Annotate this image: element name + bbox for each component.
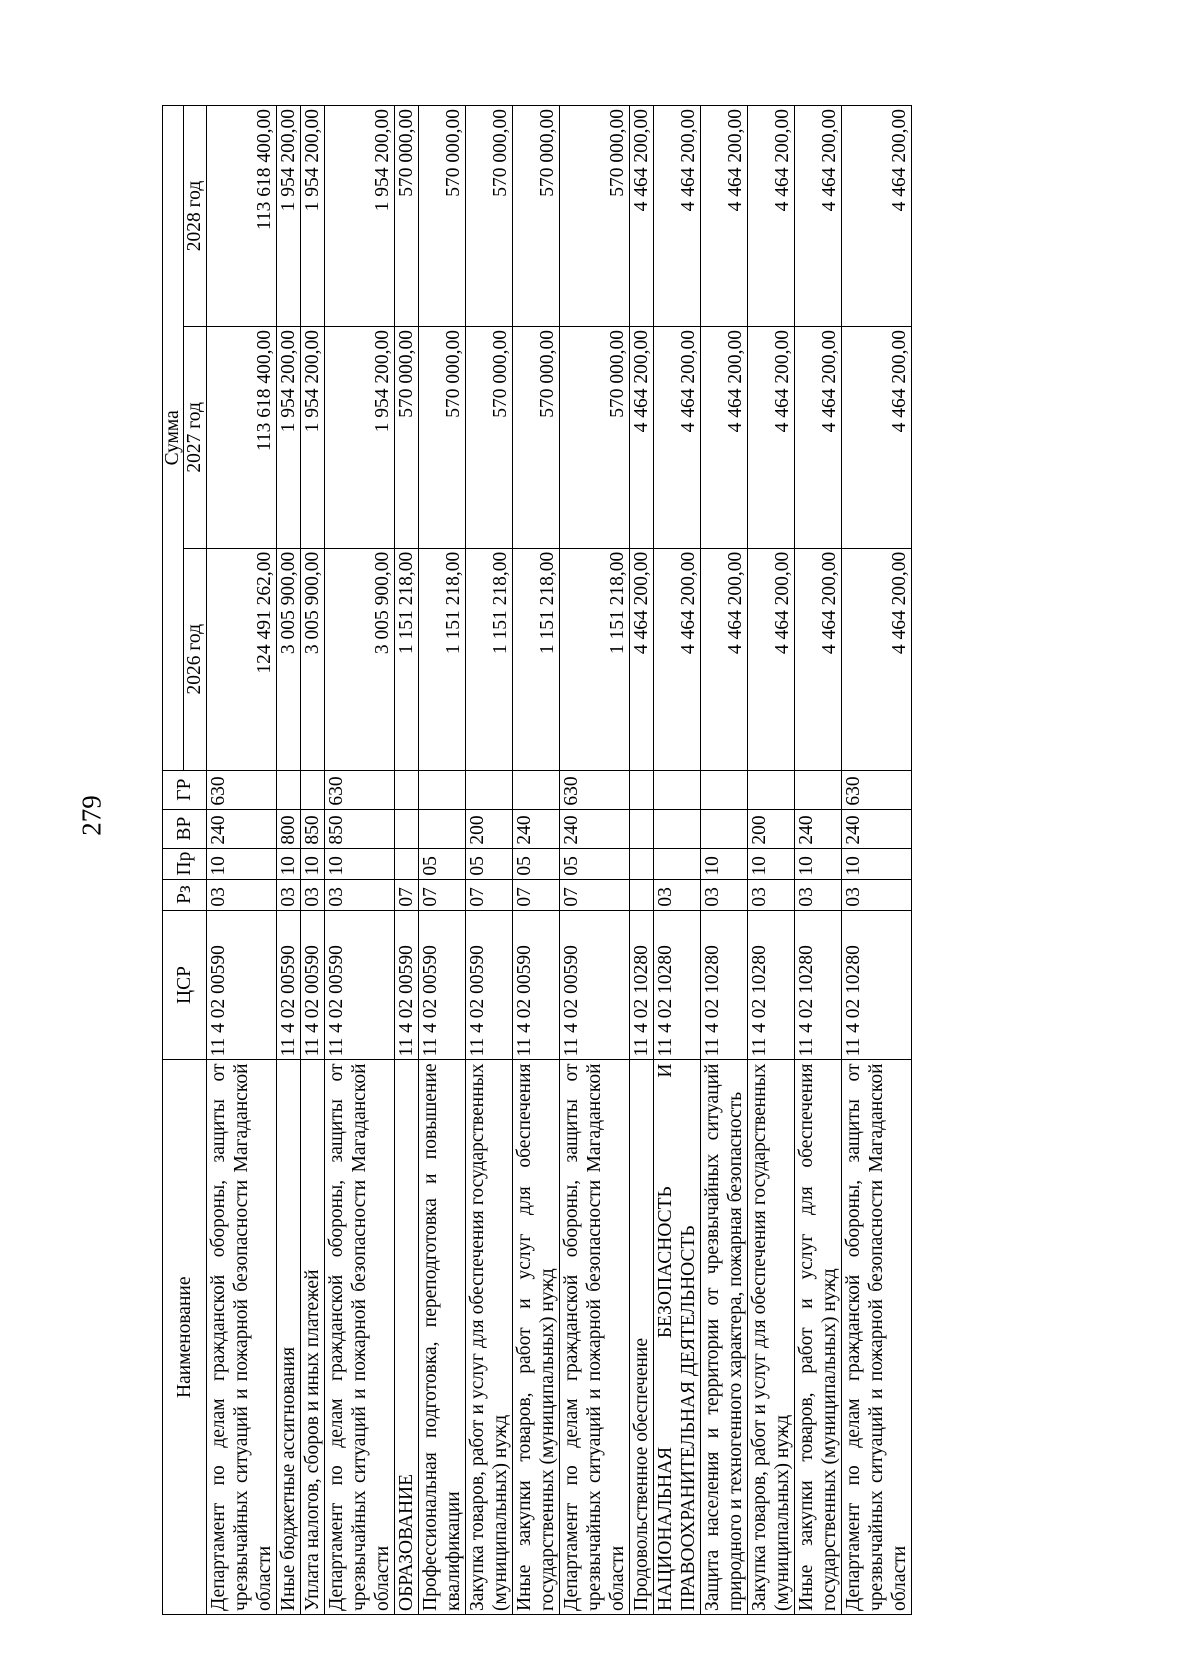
row-name: ОБРАЗОВАНИЕ: [395, 1060, 419, 1615]
row-csr: 11 4 02 00590: [277, 910, 301, 1060]
row-gr: [748, 770, 795, 809]
row-2028: 570 000,00: [560, 106, 630, 327]
row-gr: [795, 770, 842, 809]
row-gr: [513, 770, 560, 809]
row-name: Департамент по делам гражданской обороны, защиты от чрезвычайных ситуаций и пожарной безопасности Магаданской области: [325, 1060, 395, 1615]
table-row: [301, 106, 325, 1615]
row-rz: 03: [301, 879, 325, 910]
row-2026: 124 491 262,00: [207, 548, 277, 770]
row-2026: 4 464 200,00: [654, 548, 701, 770]
header-2027: 2027 год: [184, 326, 207, 548]
row-rz: 07: [466, 879, 513, 910]
row-vr: 240: [513, 809, 560, 848]
table-row: [207, 106, 277, 1615]
row-rz: 03: [748, 879, 795, 910]
row-name: Департамент по делам гражданской обороны, защиты от чрезвычайных ситуаций и пожарной безопасности Магаданской области: [207, 1060, 277, 1615]
row-2026: 1 151 218,00: [419, 548, 466, 770]
row-2028: 570 000,00: [395, 106, 419, 327]
header-sum: Сумма: [163, 106, 184, 771]
row-vr: [630, 809, 654, 848]
row-name: Департамент по делам гражданской обороны, защиты от чрезвычайных ситуаций и пожарной безопасности Магаданской области: [842, 1060, 912, 1615]
row-name: Иные закупки товаров, работ и услуг для обеспечения государственных (муниципальных) нужд: [513, 1060, 560, 1615]
row-vr: 240: [207, 809, 277, 848]
table-row: [395, 106, 419, 1615]
row-pr: [630, 848, 654, 879]
table-row: [466, 106, 513, 1615]
row-rz: 07: [513, 879, 560, 910]
row-name: Департамент по делам гражданской обороны, защиты от чрезвычайных ситуаций и пожарной безопасности Магаданской области: [560, 1060, 630, 1615]
row-2026: 4 464 200,00: [842, 548, 912, 770]
row-csr: 11 4 02 00590: [395, 910, 419, 1060]
table-row: [560, 106, 630, 1615]
table-row: [277, 106, 301, 1615]
header-rz: Рз: [163, 879, 207, 910]
row-name: Закупка товаров, работ и услуг для обеспечения государственных (муниципальных) нужд: [748, 1060, 795, 1615]
row-name: Уплата налогов, сборов и иных платежей: [301, 1060, 325, 1615]
row-pr: 10: [207, 848, 277, 879]
row-2027: 4 464 200,00: [748, 326, 795, 548]
row-csr: 11 4 02 00590: [325, 910, 395, 1060]
row-pr: 10: [842, 848, 912, 879]
row-2026: 4 464 200,00: [795, 548, 842, 770]
row-gr: [395, 770, 419, 809]
row-2027: 570 000,00: [560, 326, 630, 548]
row-gr: [277, 770, 301, 809]
row-2028: 4 464 200,00: [630, 106, 654, 327]
row-pr: 10: [701, 848, 748, 879]
row-pr: [395, 848, 419, 879]
row-csr: 11 4 02 10280: [748, 910, 795, 1060]
row-vr: 240: [795, 809, 842, 848]
row-rz: 07: [395, 879, 419, 910]
row-2028: 1 954 200,00: [277, 106, 301, 327]
table-row: [748, 106, 795, 1615]
row-2028: 4 464 200,00: [795, 106, 842, 327]
row-gr: 630: [325, 770, 395, 809]
row-pr: 05: [466, 848, 513, 879]
row-2026: 1 151 218,00: [560, 548, 630, 770]
row-name: Профессиональная подготовка, переподготовка и повышение квалификации: [419, 1060, 466, 1615]
budget-table: [162, 105, 912, 1615]
row-gr: [419, 770, 466, 809]
row-2028: 1 954 200,00: [325, 106, 395, 327]
row-rz: 03: [701, 879, 748, 910]
row-2028: 570 000,00: [513, 106, 560, 327]
row-gr: [466, 770, 513, 809]
row-2028: 570 000,00: [419, 106, 466, 327]
table-row: [701, 106, 748, 1615]
row-csr: 11 4 02 10280: [654, 910, 701, 1060]
row-rz: 07: [419, 879, 466, 910]
row-name: Продовольственное обеспечение: [630, 1060, 654, 1615]
row-vr: 240: [842, 809, 912, 848]
row-name: Закупка товаров, работ и услуг для обеспечения государственных (муниципальных) нужд: [466, 1060, 513, 1615]
row-csr: 11 4 02 10280: [701, 910, 748, 1060]
row-2028: 113 618 400,00: [207, 106, 277, 327]
budget-table-container: [162, 105, 1057, 1615]
row-2026: 1 151 218,00: [466, 548, 513, 770]
row-2026: 1 151 218,00: [395, 548, 419, 770]
row-2027: 1 954 200,00: [301, 326, 325, 548]
row-rz: 03: [277, 879, 301, 910]
row-name: НАЦИОНАЛЬНАЯ БЕЗОПАСНОСТЬ И ПРАВООХРАНИТЕЛЬНАЯ ДЕЯТЕЛЬНОСТЬ: [654, 1060, 701, 1615]
row-2026: 4 464 200,00: [748, 548, 795, 770]
row-2026: 3 005 900,00: [277, 548, 301, 770]
table-row: [654, 106, 701, 1615]
row-2027: 113 618 400,00: [207, 326, 277, 548]
row-2026: 3 005 900,00: [325, 548, 395, 770]
row-rz: 03: [842, 879, 912, 910]
row-2027: 570 000,00: [466, 326, 513, 548]
row-2026: 3 005 900,00: [301, 548, 325, 770]
row-pr: 10: [277, 848, 301, 879]
header-csr: ЦСР: [163, 910, 207, 1060]
row-csr: 11 4 02 10280: [795, 910, 842, 1060]
table-row: [842, 106, 912, 1615]
row-pr: 05: [419, 848, 466, 879]
row-gr: 630: [207, 770, 277, 809]
row-2028: 4 464 200,00: [654, 106, 701, 327]
row-2028: 4 464 200,00: [701, 106, 748, 327]
row-2027: 4 464 200,00: [795, 326, 842, 548]
row-gr: 630: [560, 770, 630, 809]
row-pr: [654, 848, 701, 879]
row-name: Защита населения и территории от чрезвычайных ситуаций природного и техногенного характера, пожарная безопасность: [701, 1060, 748, 1615]
row-name: Иные бюджетные ассигнования: [277, 1060, 301, 1615]
row-2027: 4 464 200,00: [630, 326, 654, 548]
row-2026: 1 151 218,00: [513, 548, 560, 770]
row-rz: [630, 879, 654, 910]
row-2027: 1 954 200,00: [325, 326, 395, 548]
row-rz: 03: [207, 879, 277, 910]
row-2027: 4 464 200,00: [701, 326, 748, 548]
row-csr: 11 4 02 00590: [560, 910, 630, 1060]
row-pr: 05: [513, 848, 560, 879]
row-vr: 850: [301, 809, 325, 848]
row-vr: 200: [466, 809, 513, 848]
table-row: [419, 106, 466, 1615]
header-pr: Пр: [163, 848, 207, 879]
row-gr: [301, 770, 325, 809]
row-2027: 570 000,00: [395, 326, 419, 548]
row-pr: 10: [748, 848, 795, 879]
row-2028: 1 954 200,00: [301, 106, 325, 327]
row-gr: 630: [842, 770, 912, 809]
row-vr: 240: [560, 809, 630, 848]
row-rz: 07: [560, 879, 630, 910]
table-body: [207, 106, 912, 1615]
row-csr: 11 4 02 00590: [466, 910, 513, 1060]
row-vr: [419, 809, 466, 848]
header-2028: 2028 год: [184, 106, 207, 327]
row-2026: 4 464 200,00: [701, 548, 748, 770]
row-pr: 10: [301, 848, 325, 879]
header-vr: ВР: [163, 809, 207, 848]
row-2028: 570 000,00: [466, 106, 513, 327]
row-pr: 10: [795, 848, 842, 879]
row-pr: 10: [325, 848, 395, 879]
header-2026: 2026 год: [184, 548, 207, 770]
row-vr: 800: [277, 809, 301, 848]
header-row: [163, 106, 184, 1615]
row-2027: 1 954 200,00: [277, 326, 301, 548]
row-gr: [630, 770, 654, 809]
row-gr: [654, 770, 701, 809]
row-2027: 570 000,00: [513, 326, 560, 548]
row-2028: 4 464 200,00: [748, 106, 795, 327]
header-gr: ГР: [163, 770, 207, 809]
row-csr: 11 4 02 10280: [842, 910, 912, 1060]
row-csr: 11 4 02 00590: [419, 910, 466, 1060]
row-2028: 4 464 200,00: [842, 106, 912, 327]
row-vr: [395, 809, 419, 848]
row-2027: 4 464 200,00: [654, 326, 701, 548]
row-rz: 03: [325, 879, 395, 910]
row-2027: 570 000,00: [419, 326, 466, 548]
row-rz: 03: [654, 879, 701, 910]
row-csr: 11 4 02 00590: [301, 910, 325, 1060]
row-2027: 4 464 200,00: [842, 326, 912, 548]
row-vr: 850: [325, 809, 395, 848]
row-vr: [654, 809, 701, 848]
row-gr: [701, 770, 748, 809]
row-csr: 11 4 02 00590: [513, 910, 560, 1060]
table-row: [795, 106, 842, 1615]
row-csr: 11 4 02 00590: [207, 910, 277, 1060]
row-pr: 05: [560, 848, 630, 879]
table-row: [513, 106, 560, 1615]
row-name: Иные закупки товаров, работ и услуг для обеспечения государственных (муниципальных) нужд: [795, 1060, 842, 1615]
row-vr: [701, 809, 748, 848]
row-csr: 11 4 02 10280: [630, 910, 654, 1060]
row-rz: 03: [795, 879, 842, 910]
row-vr: 200: [748, 809, 795, 848]
table-row: [630, 106, 654, 1615]
header-name: Наименование: [163, 1060, 207, 1615]
table-row: [325, 106, 395, 1615]
row-2026: 4 464 200,00: [630, 548, 654, 770]
page-number: 279: [76, 795, 107, 836]
